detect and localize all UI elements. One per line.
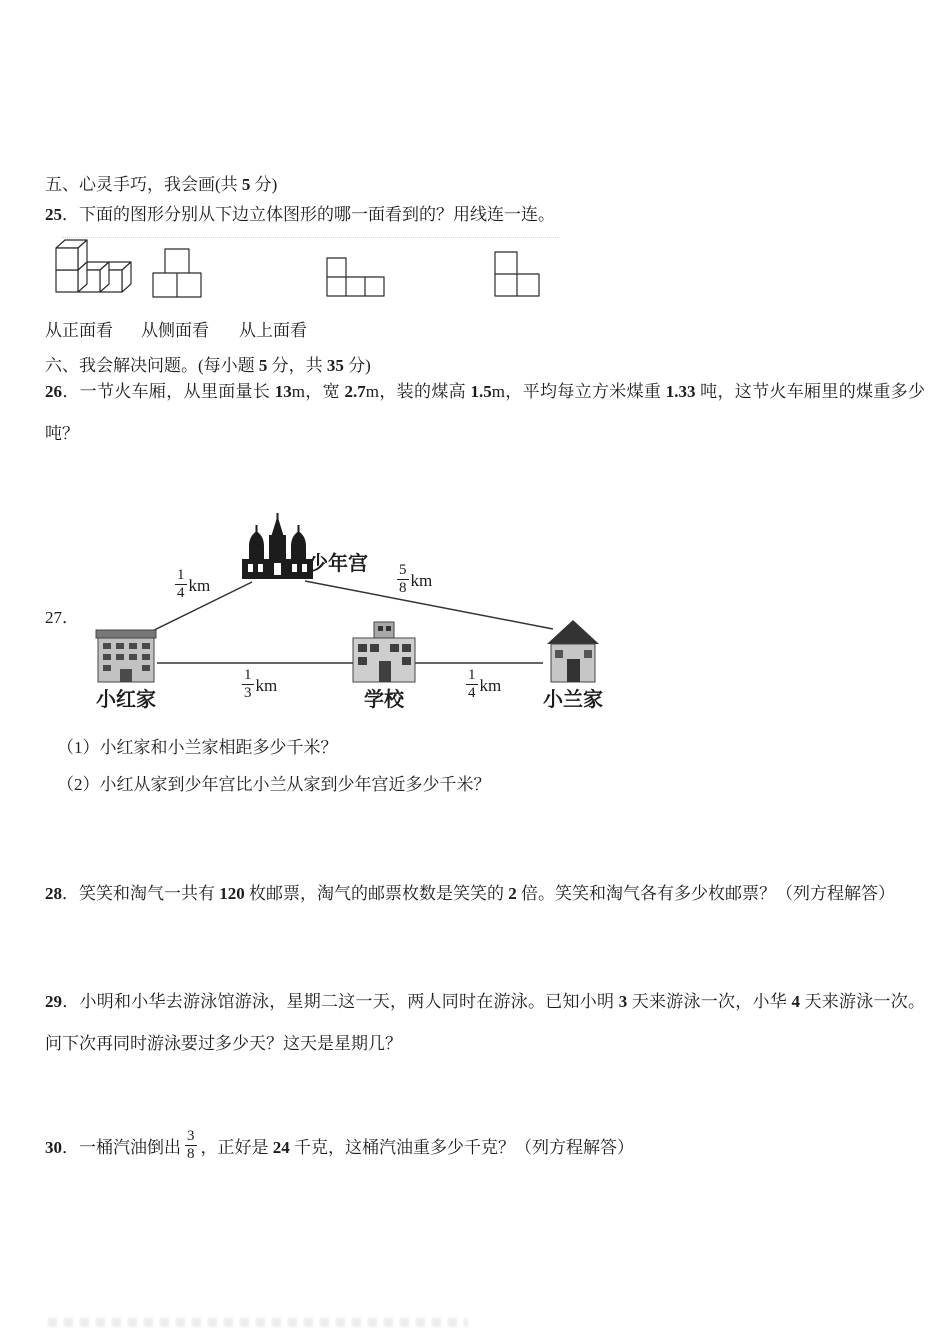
home-red-label: 小红家 [96, 689, 156, 711]
view-label-top: 从上面看 [239, 321, 307, 340]
q26-text: 26．一节火车厢，从里面量长 13m，宽 2.7m，装的煤高 1.5m，平均每立方米煤重 1.33 吨，这节火车厢里的煤重多少吨？ [45, 382, 925, 443]
school-label: 学校 [364, 689, 404, 711]
view-shape-l4-figure [326, 249, 386, 297]
q27-number: 27． [45, 608, 79, 627]
q30-before: 30．一桶汽油倒出 [45, 1137, 181, 1157]
fraction: $\frac{1}{4}$ [177, 567, 185, 601]
palace-icon [240, 513, 315, 581]
scan-artifact-dotted-line [62, 237, 560, 238]
q30-text [45, 1128, 634, 1162]
q27-sub1: （1）小红家和小兰家相距多少千米？ [57, 738, 338, 757]
view-label-front: 从正面看 [45, 321, 113, 340]
fraction: $\frac{5}{8}$ [399, 562, 407, 596]
apartment-icon [95, 627, 157, 683]
fraction: $\frac{1}{4}$ [468, 667, 476, 701]
section-five-title: 五、心灵手巧，我会画(共 5 分) [45, 175, 278, 194]
view-shape-l3-figure [494, 251, 540, 297]
home-lan-label: 小兰家 [543, 689, 603, 711]
view-shape-t-figure [152, 248, 202, 298]
palace-label: 少年宫 [308, 553, 368, 575]
distance-school-to-lan: $\frac{1}{4}$ km [468, 667, 502, 701]
distance-red-to-palace: $\frac{1}{4}$ km [177, 567, 211, 601]
view-label-side: 从侧面看 [141, 321, 209, 340]
fraction: $\frac{3}{8}$ [187, 1128, 195, 1162]
q25-text: 25．下面的图形分别从下边立体图形的哪一面看到的？用线连一连。 [45, 205, 555, 224]
school-icon [352, 621, 416, 683]
q28-text: 28．笑笑和淘气一共有 120 枚邮票，淘气的邮票枚数是笑笑的 2 倍。笑笑和淘气各有多少枚邮票？（列方程解答） [45, 884, 895, 903]
fraction: $\frac{1}{3}$ [244, 667, 252, 701]
q29-text: 29．小明和小华去游泳馆游泳，星期二这一天，两人同时在游泳。已知小明 3 天来游泳一次，小华 4 天来游泳一次。问下次再同时游泳要过多少天？这天是星期几？ [45, 992, 925, 1053]
q27-map-diagram [40, 505, 665, 720]
distance-red-to-school: $\frac{1}{3}$ km [244, 667, 278, 701]
house-icon [543, 618, 603, 683]
q30-after: ，正好是 24 千克，这桶汽油重多少千克？（列方程解答） [200, 1137, 634, 1157]
cube-stack-3d-figure [52, 239, 134, 295]
q27-sub2: （2）小红从家到少年宫比小兰从家到少年宫近多少千米？ [57, 775, 491, 794]
section-six-title: 六、我会解决问题。(每小题 5 分，共 35 分) [45, 356, 371, 375]
scan-artifact-smudge [48, 1318, 468, 1327]
distance-palace-to-lan: $\frac{5}{8}$ km [399, 562, 433, 596]
